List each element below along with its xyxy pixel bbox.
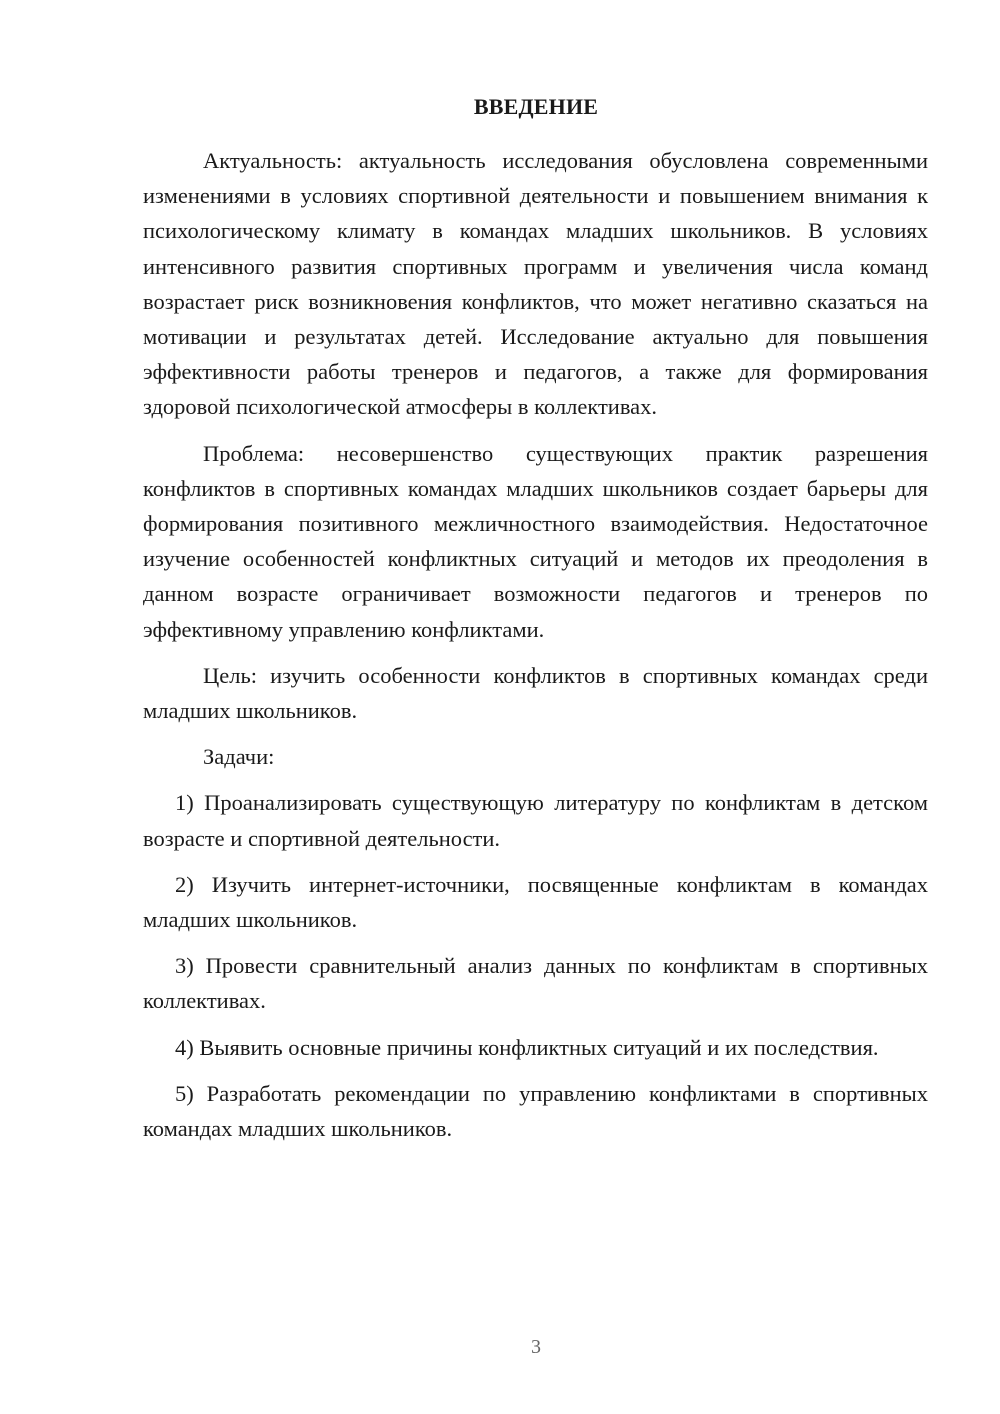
- task-item-4: 4) Выявить основные причины конфликтных ситуаций и их последствия.: [175, 1034, 879, 1060]
- tasks-heading: Задачи:: [203, 744, 275, 770]
- task-item-3: 3) Провести сравнительный анализ данных по конфликтам в спортивных коллективах.: [143, 953, 928, 1014]
- document-body: [143, 143, 928, 1146]
- page-title: ВВЕДЕНИЕ: [473, 94, 599, 119]
- task-item-5: 5) Разработать рекомендации по управлению конфликтами в спортивных командах младших школьников.: [143, 1080, 928, 1142]
- task-item-1: 1) Проанализировать существующую литературу по конфликтам в детском возрасте и спортивной деятельности.: [143, 790, 928, 851]
- paragraph-problem: Проблема: несовершенство существующих практик разрешения конфликтов в спортивных командах младших школьников создает барьеры для формирования позитивного межличностного взаимодействия. Недостаточное изучение особенностей конфликтных ситуаций и методов их преодоления в данном возрасте ограничивает возможности педагогов и тренеров по эффективному управлению конфликтами.: [143, 440, 928, 642]
- paragraph-goal: Цель: изучить особенности конфликтов в спортивных командах среди младших школьников.: [143, 662, 928, 724]
- paragraph-relevance: Актуальность: актуальность исследования обусловлена современными изменениями в условиях спортивной деятельности и повышением внимания к психологическому климату в командах младших школьников. В условиях интенсивного развития спортивных программ и увеличения числа команд возрастает риск возникновения конфликтов, что может негативно сказаться на мотивации и результатах детей. Исследование актуально для повышения эффективности работы тренеров и педагогов, а также для формирования здоровой психологической атмосферы в коллективах.: [143, 148, 928, 420]
- page-number: 3: [531, 1336, 541, 1358]
- task-item-2: 2) Изучить интернет-источники, посвященные конфликтам в командах младших школьников.: [143, 871, 928, 933]
